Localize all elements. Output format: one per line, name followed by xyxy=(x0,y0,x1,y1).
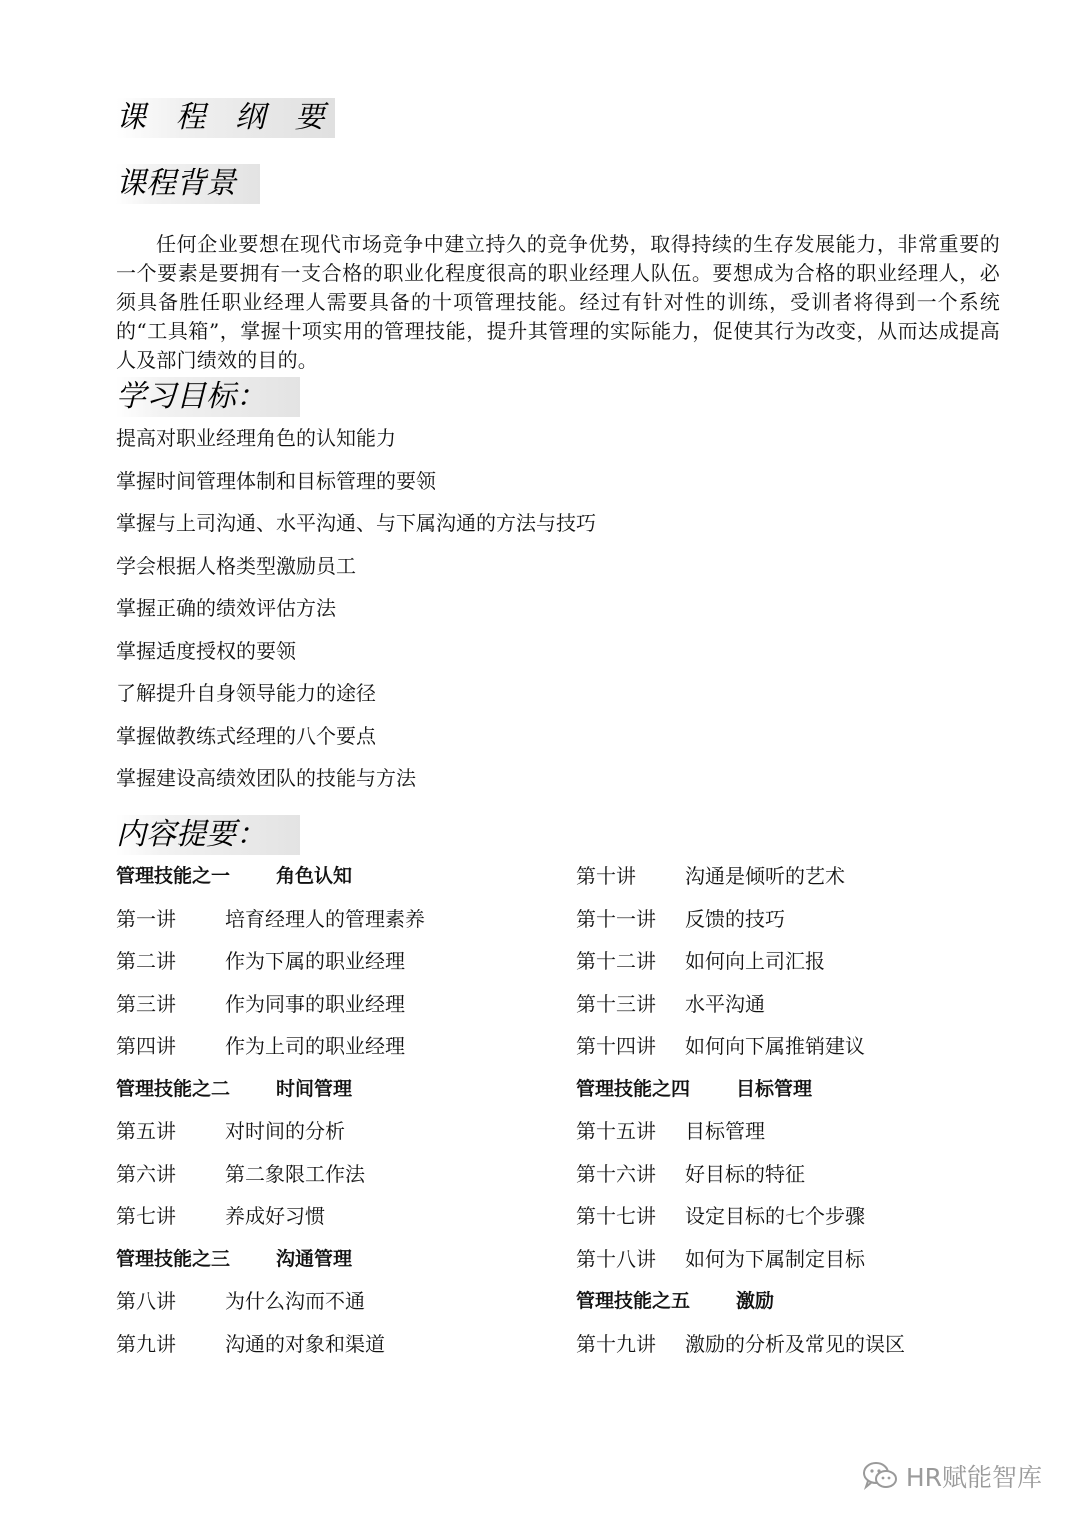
lecture-row xyxy=(116,904,556,947)
goal-item: 掌握正确的绩效评估方法 xyxy=(116,596,336,620)
lecture-row xyxy=(576,989,1016,1032)
lecture-row xyxy=(116,1116,556,1159)
lecture-number: 第九讲 xyxy=(116,1331,176,1356)
skill-number: 管理技能之一 xyxy=(116,865,231,887)
lecture-title: 为什么沟而不通 xyxy=(225,1289,365,1313)
goal-item: 掌握建设高绩效团队的技能与方法 xyxy=(116,766,416,790)
content-column-left xyxy=(116,861,556,1371)
skill-name: 激励 xyxy=(736,1290,775,1312)
skill-name: 目标管理 xyxy=(736,1077,813,1100)
lecture-title: 设定目标的七个步骤 xyxy=(685,1204,865,1228)
lecture-title: 第二象限工作法 xyxy=(225,1161,365,1186)
goals-list xyxy=(116,423,596,806)
lecture-number: 第四讲 xyxy=(116,1034,176,1058)
lecture-row xyxy=(576,1244,1016,1287)
lecture-row xyxy=(116,1329,556,1372)
goal-item: 了解提升自身领导能力的途径 xyxy=(116,681,376,705)
lecture-row xyxy=(576,1329,1016,1372)
lecture-row xyxy=(576,861,1016,904)
goal-item: 掌握时间管理体制和目标管理的要领 xyxy=(116,468,436,493)
lecture-number: 第十七讲 xyxy=(576,1204,656,1228)
lecture-title: 激励的分析及常见的误区 xyxy=(685,1331,905,1356)
lecture-row xyxy=(576,1116,1016,1159)
lecture-number: 第三讲 xyxy=(116,991,176,1016)
lecture-number: 第十八讲 xyxy=(576,1246,656,1271)
skill-heading-row xyxy=(116,1074,556,1117)
lecture-number: 第八讲 xyxy=(116,1289,176,1313)
lecture-title: 好目标的特征 xyxy=(685,1161,805,1186)
lecture-row xyxy=(116,989,556,1032)
lecture-title: 反馈的技巧 xyxy=(685,906,785,931)
lecture-row xyxy=(116,1286,556,1329)
skill-name: 时间管理 xyxy=(276,1077,353,1100)
skill-heading-row xyxy=(116,1244,556,1287)
lecture-number: 第一讲 xyxy=(116,906,176,931)
skill-name: 角色认知 xyxy=(276,865,353,887)
lecture-row xyxy=(116,1201,556,1244)
lecture-row xyxy=(576,1031,1016,1074)
skill-name: 沟通管理 xyxy=(276,1247,353,1270)
lecture-number: 第七讲 xyxy=(116,1204,176,1228)
lecture-number: 第十四讲 xyxy=(576,1034,656,1058)
skill-heading-row xyxy=(576,1286,1016,1329)
lecture-row xyxy=(576,904,1016,947)
lecture-title: 如何向下属推销建议 xyxy=(685,1034,865,1058)
lecture-title: 对时间的分析 xyxy=(225,1119,345,1143)
background-heading: 课程背景 xyxy=(116,164,260,204)
skill-number: 管理技能之四 xyxy=(576,1077,691,1100)
skill-number: 管理技能之二 xyxy=(116,1077,231,1100)
lecture-number: 第十一讲 xyxy=(576,906,656,931)
lecture-number: 第六讲 xyxy=(116,1161,176,1186)
page-title: 课 程 纲 要 xyxy=(116,98,335,138)
background-paragraph: 任何企业要想在现代市场竞争中建立持久的竞争优势，取得持续的生存发展能力，非常重要的一个要素是要拥有一支合格的职业化程度很高的职业经理人队伍。要想成为合格的职业经理人，必须具备胜任职业经理人需要具备的十项管理技能。经过有针对性的训练，受训者将得到一个系统的“工具箱”，掌握十项实用的管理技能，提升其管理的实际能力，促使其行为改变，从而达成提高人及部门绩效的目的。 xyxy=(116,232,1000,372)
lecture-row xyxy=(116,1031,556,1074)
skill-number: 管理技能之五 xyxy=(576,1290,691,1312)
goals-heading: 学习目标： xyxy=(116,377,300,417)
watermark-text: HR赋能智库 xyxy=(905,1463,1042,1492)
lecture-number: 第十九讲 xyxy=(576,1331,656,1356)
lecture-number: 第十三讲 xyxy=(576,991,656,1016)
lecture-number: 第十五讲 xyxy=(576,1119,656,1143)
lecture-number: 第五讲 xyxy=(116,1119,176,1143)
lecture-title: 目标管理 xyxy=(685,1119,765,1143)
goal-item: 掌握做教练式经理的八个要点 xyxy=(116,723,376,748)
lecture-title: 作为同事的职业经理 xyxy=(225,991,405,1016)
lecture-title: 水平沟通 xyxy=(685,991,765,1016)
lecture-title: 作为下属的职业经理 xyxy=(225,949,405,973)
content-column-right xyxy=(576,861,1016,1371)
goal-item: 提高对职业经理角色的认知能力 xyxy=(116,426,396,450)
lecture-title: 培育经理人的管理素养 xyxy=(225,906,425,931)
content-heading: 内容提要： xyxy=(116,815,300,855)
lecture-number: 第十讲 xyxy=(576,864,636,888)
lecture-title: 沟通是倾听的艺术 xyxy=(685,864,845,888)
lecture-title: 如何向上司汇报 xyxy=(685,949,825,973)
lecture-number: 第二讲 xyxy=(116,949,176,973)
lecture-title: 如何为下属制定目标 xyxy=(685,1246,865,1271)
lecture-number: 第十六讲 xyxy=(576,1161,656,1186)
goal-item: 掌握与上司沟通、水平沟通、与下属沟通的方法与技巧 xyxy=(116,511,596,535)
lecture-title: 作为上司的职业经理 xyxy=(225,1034,405,1058)
wechat-icon xyxy=(862,1461,898,1491)
lecture-row xyxy=(116,946,556,989)
lecture-row xyxy=(576,946,1016,989)
lecture-title: 沟通的对象和渠道 xyxy=(225,1331,385,1356)
lecture-title: 养成好习惯 xyxy=(225,1204,325,1228)
goal-item: 学会根据人格类型激励员工 xyxy=(116,553,356,578)
lecture-row xyxy=(576,1159,1016,1202)
goal-item: 掌握适度授权的要领 xyxy=(116,638,296,663)
lecture-row xyxy=(116,1159,556,1202)
watermark xyxy=(862,1458,1042,1494)
lecture-number: 第十二讲 xyxy=(576,949,656,973)
skill-heading-row xyxy=(116,861,556,904)
skill-heading-row xyxy=(576,1074,1016,1117)
lecture-row xyxy=(576,1201,1016,1244)
skill-number: 管理技能之三 xyxy=(116,1247,231,1270)
